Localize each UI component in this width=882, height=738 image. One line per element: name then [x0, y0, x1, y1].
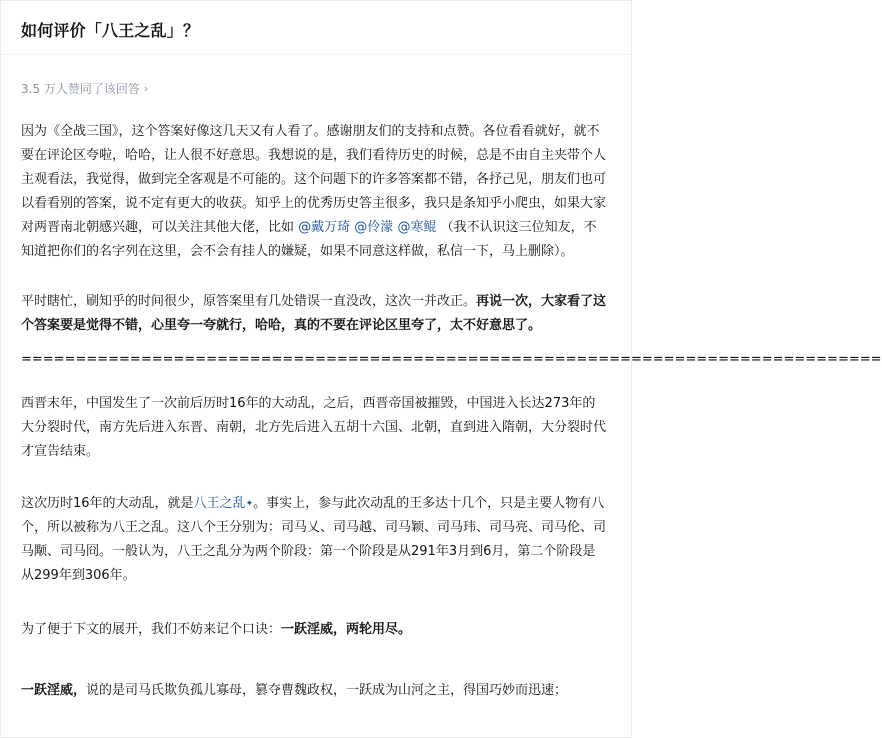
- mention-link-hankun[interactable]: @寒鲲: [397, 220, 437, 235]
- paragraph-4: [21, 492, 607, 588]
- bold-text: 一跃淫威，: [21, 683, 87, 698]
- voters-link[interactable]: [21, 80, 148, 97]
- paragraph-text: （我不认识这三位知友，不知道把你们的名字列在这里，会不会有挂人的嫌疑，如果不同意这样做，私信一下，马上删除）。: [21, 220, 597, 259]
- paragraph-2: [21, 290, 607, 338]
- paragraph-3: 西晋末年，中国发生了一次前后历时16年的大动乱，之后，西晋帝国被摧毁，中国进入长达273年的大分裂时代，南方先后进入东晋、南朝，北方先后进入五胡十六国、北朝，直到进入隋朝，大分裂时代才宣告结束。: [21, 396, 607, 459]
- mention-link-daiwanqi[interactable]: @戴万琦: [298, 220, 351, 235]
- bold-text: 再说一次，大家看了这个答案要是觉得不错，心里夸一夸就行，哈哈，真的不要在评论区里夸了，太不好意思了。: [21, 294, 607, 333]
- header-divider: [0, 54, 632, 55]
- paragraph-text: 为了便于下文的展开，我们不妨来记个口诀：: [21, 622, 282, 637]
- paragraph-text: 说的是司马氏欺负孤儿寡母，篡夺曹魏政权，一跃成为山河之主，得国巧妙而迅速；: [86, 683, 568, 698]
- paragraph-text: 因为《全战三国》，这个答案好像这几天又有人看了。感谢朋友们的支持和点赞。各位看看就好，就不要在评论区夸啦，哈哈，让人很不好意思。我想说的是，我们看待历史的时候，总是不由自主夹带个人主观看法，我觉得，做到完全客观是不可能的。这个问题下的许多答案都不错，各抒己见，朋友们也可以看看别的答案，说不定有更大的收获。知乎上的优秀历史答主很多，我只是条知乎小爬虫，如果大家对两晋南北朝感兴趣，可以关注其他大佬，比如: [21, 124, 607, 235]
- text-divider: ===============================================================================: [21, 352, 882, 367]
- voters-text: 3.5 万人赞同了该回答: [21, 82, 140, 96]
- question-title[interactable]: 如何评价「八王之乱」？: [21, 21, 200, 40]
- paragraph-text: 平时瞎忙，刷知乎的时间很少，原答案里有几处错误一直没改，这次一并改正。: [21, 294, 477, 309]
- bold-text: 一跃淫威，两轮用尽。: [281, 622, 412, 637]
- chevron-right-icon: ›: [143, 82, 149, 95]
- paragraph-text: 。事实上，参与此次动乱的王多达十几个，只是主要人物有八个，所以被称为八王之乱。这八个王分别为：司马乂、司马越、司马颖、司马玮、司马亮、司马伦、司马颙、司马冏。一般认为，八王之乱分为两个阶段：第一个阶段是从291年3月到6月，第二个阶段是从299年到306年。: [21, 496, 607, 583]
- paragraph-text: 这次历时16年的大动乱，就是: [21, 496, 194, 511]
- paragraph-6: [21, 679, 607, 703]
- mention-link-lingmeng[interactable]: @伶濛: [354, 220, 394, 235]
- topic-link-text: 八王之乱: [193, 496, 246, 511]
- topic-link-bawangzhiluan[interactable]: [194, 496, 254, 511]
- sparkle-icon: ✦: [245, 499, 254, 509]
- paragraph-5: [21, 618, 607, 642]
- paragraph-1: [21, 120, 607, 264]
